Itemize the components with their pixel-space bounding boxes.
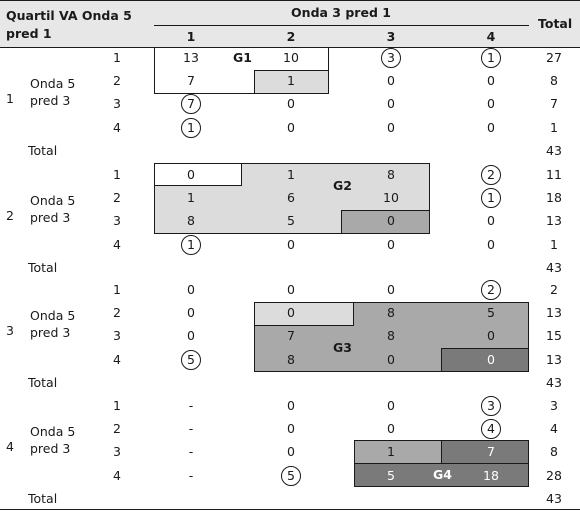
table-cell: 13 [183, 50, 199, 65]
table-cell: 0 [287, 119, 295, 135]
total-row-label: Total [28, 490, 58, 506]
table-cell: 0 [387, 213, 395, 229]
row-number: 1 [113, 282, 121, 297]
column-group-label: Onda 3 pred 1 [291, 5, 391, 20]
table-cell: - [188, 421, 194, 437]
sub-label: Onda 5 pred 3 [30, 423, 76, 456]
circled-cell: 3 [481, 396, 501, 416]
table-cell: 0 [387, 351, 395, 367]
total-row-label: Total [28, 259, 58, 275]
row-total: 3 [550, 398, 558, 413]
row-number: 4 [113, 236, 121, 252]
table-cell: - [188, 398, 194, 413]
row-total: 1 [550, 236, 558, 252]
row-total: 13 [546, 213, 562, 229]
circled-cell: 2 [481, 280, 501, 300]
table-cell: 0 [187, 328, 195, 344]
table-cell: 0 [387, 96, 395, 112]
table-cell: 0 [187, 282, 195, 297]
g4-mid [441, 440, 529, 464]
column-header-2: 2 [286, 29, 296, 44]
quartile-total: 43 [546, 374, 562, 390]
row-total: 2 [550, 282, 558, 297]
g2-white [154, 163, 242, 186]
table-cell: 0 [487, 213, 495, 229]
table-cell: 0 [287, 398, 295, 413]
table-cell: 1 [287, 167, 295, 182]
row-number: 3 [113, 444, 121, 460]
column-group-rule [154, 25, 529, 26]
row-total: 7 [550, 96, 558, 112]
row-number: 2 [113, 73, 121, 89]
table-cell: 0 [487, 351, 495, 367]
row-number: 2 [113, 421, 121, 437]
table-cell: 7 [287, 328, 295, 344]
table-cell: 1 [387, 444, 395, 460]
row-number: 1 [113, 50, 121, 65]
row-total: 8 [550, 444, 558, 460]
table-cell: 0 [487, 96, 495, 112]
row-total: 11 [546, 167, 562, 182]
g3-light [254, 302, 354, 326]
row-total: 13 [546, 351, 562, 367]
quartile-total: 43 [546, 490, 562, 506]
table-cell: 0 [387, 236, 395, 252]
row-number: 2 [113, 190, 121, 206]
table-cell: - [188, 444, 194, 460]
row-number: 4 [113, 119, 121, 135]
row-total: 15 [546, 328, 562, 344]
table-cell: 0 [487, 119, 495, 135]
quartile-total: 43 [546, 259, 562, 275]
table-cell: 0 [387, 421, 395, 437]
g4-light [354, 440, 442, 464]
total-row-label: Total [28, 374, 58, 390]
circled-cell: 2 [481, 165, 501, 185]
table-cell: 1 [187, 190, 195, 206]
table-cell: 0 [387, 398, 395, 413]
row-number: 1 [113, 398, 121, 413]
table-cell: 0 [287, 305, 295, 321]
table-cell: 0 [487, 328, 495, 344]
column-header-3: 3 [386, 29, 396, 44]
table-cell: 7 [487, 444, 495, 460]
table-cell: 0 [287, 421, 295, 437]
circled-cell: 5 [281, 466, 301, 486]
table-cell: 0 [287, 282, 295, 297]
sub-label: Onda 5 pred 3 [30, 192, 76, 225]
table-cell: 8 [387, 167, 395, 182]
table-cell: 18 [483, 467, 499, 483]
sub-label: Onda 5 pred 3 [30, 307, 76, 340]
table-cell: 0 [287, 444, 295, 460]
circled-cell: 1 [481, 48, 501, 68]
table-cell: 10 [283, 50, 299, 65]
row-total: 27 [546, 50, 562, 65]
row-number: 4 [113, 467, 121, 483]
group-label-g4: G4 [433, 467, 452, 482]
column-header-1: 1 [186, 29, 196, 44]
table-cell: 0 [287, 96, 295, 112]
row-total: 28 [546, 467, 562, 483]
group-label-g1: G1 [233, 50, 252, 65]
table-cell: 0 [387, 73, 395, 89]
table-cell: 7 [187, 73, 195, 89]
circled-cell: 1 [181, 235, 201, 255]
row-number: 3 [113, 213, 121, 229]
circled-cell: 7 [181, 94, 201, 114]
circled-cell: 3 [381, 48, 401, 68]
row-total: 18 [546, 190, 562, 206]
quartile-label: 1 [6, 90, 14, 106]
total-column-header: Total [538, 16, 573, 31]
table-cell: - [188, 467, 194, 483]
bottom-rule [0, 509, 580, 510]
table-cell: 8 [387, 328, 395, 344]
row-number: 3 [113, 96, 121, 112]
row-number: 1 [113, 167, 121, 182]
quartile-label: 2 [6, 207, 14, 223]
table-cell: 0 [387, 282, 395, 297]
circled-cell: 4 [481, 419, 501, 439]
column-header-4: 4 [486, 29, 496, 44]
table-cell: 1 [287, 73, 295, 89]
circled-cell: 5 [181, 350, 201, 370]
row-total: 13 [546, 305, 562, 321]
circled-cell: 1 [481, 188, 501, 208]
table-cell: 8 [387, 305, 395, 321]
sub-label: Onda 5 pred 3 [30, 75, 76, 108]
quartile-label: 3 [6, 322, 14, 338]
g2-dark [341, 210, 430, 234]
total-row-label: Total [28, 142, 58, 158]
row-header-label: Quartil VA Onda 5 pred 1 [6, 8, 132, 41]
table-cell: 0 [487, 73, 495, 89]
table-cell: 0 [287, 236, 295, 252]
row-total: 4 [550, 421, 558, 437]
quartile-total: 43 [546, 142, 562, 158]
table-cell: 10 [383, 190, 399, 206]
circled-cell: 1 [181, 118, 201, 138]
row-total: 8 [550, 73, 558, 89]
table-cell: 0 [487, 236, 495, 252]
table-cell: 5 [387, 467, 395, 483]
group-label-g3: G3 [333, 340, 352, 355]
row-number: 2 [113, 305, 121, 321]
table-cell: 0 [187, 167, 195, 182]
table-cell: 0 [387, 119, 395, 135]
table-cell: 5 [487, 305, 495, 321]
row-number: 3 [113, 328, 121, 344]
table-cell: 8 [287, 351, 295, 367]
group-label-g2: G2 [333, 178, 352, 193]
table-cell: 5 [287, 213, 295, 229]
table-cell: 0 [187, 305, 195, 321]
table-cell: 8 [187, 213, 195, 229]
table-cell: 6 [287, 190, 295, 206]
quartile-label: 4 [6, 438, 14, 454]
row-number: 4 [113, 351, 121, 367]
row-total: 1 [550, 119, 558, 135]
top-rule [0, 0, 580, 1]
g3-dark [441, 348, 529, 372]
